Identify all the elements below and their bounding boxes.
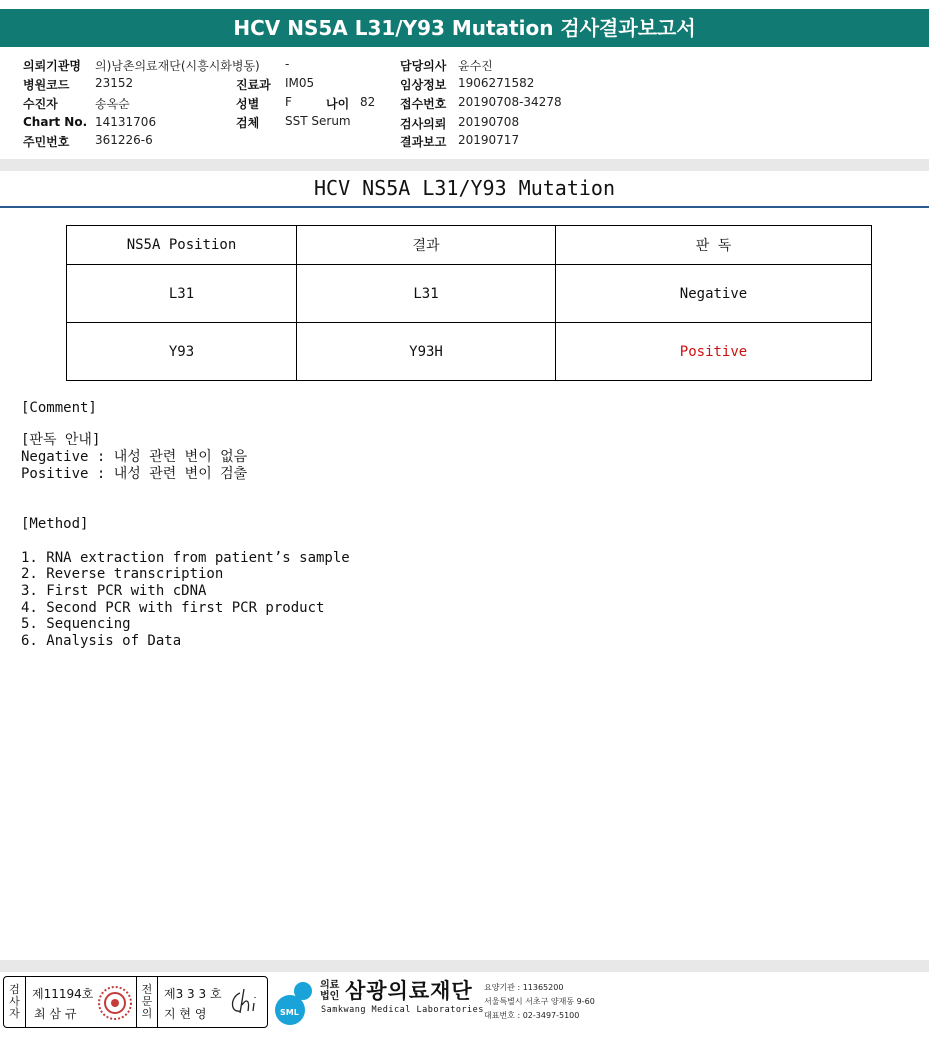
guide-negative: Negative : 내성 관련 변이 없음	[21, 449, 248, 465]
comment-label: [Comment]	[21, 400, 97, 416]
method-label: [Method]	[21, 516, 89, 532]
hospital-code-label: 병원코드	[23, 78, 70, 92]
org-code: 요양기관 : 11365200	[484, 983, 564, 992]
clinical-label: 임상정보	[400, 78, 447, 92]
org-english-name: Samkwang Medical Laboratories	[321, 1005, 484, 1015]
section-divider	[0, 159, 929, 171]
report-header-title: HCV NS5A L31/Y93 Mutation 검사결과보고서	[0, 9, 929, 47]
report-title: HCV NS5A L31/Y93 Mutation	[313, 176, 616, 200]
institution-label: 의뢰기관명	[23, 59, 81, 73]
method-step: 4. Second PCR with first PCR product	[21, 600, 325, 616]
patient-info	[0, 54, 929, 154]
rrn-value: 361226-6	[95, 133, 153, 147]
tester-seal-icon	[96, 984, 134, 1022]
specialist-name: 지 현 영	[164, 1007, 207, 1021]
chart-label: Chart No.	[23, 115, 88, 129]
row-position: Y93	[67, 323, 297, 381]
table-row	[67, 265, 872, 323]
header-result: 결과	[297, 226, 556, 265]
age-value: 82	[360, 95, 376, 109]
guide-label: [판독 안내]	[21, 432, 101, 448]
header-interpretation: 판 독	[556, 226, 872, 265]
tester-name: 최 삼 규	[34, 1007, 77, 1021]
request-label: 검사의뢰	[400, 117, 447, 131]
guide-positive: Positive : 내성 관련 변이 검출	[21, 466, 248, 482]
request-value: 20190708	[458, 115, 520, 129]
table-row	[67, 323, 872, 381]
tester-license: 제11194호	[32, 987, 94, 1001]
row-position: L31	[67, 265, 297, 323]
clinical-value: 1906271582	[458, 76, 535, 90]
dept-label: 진료과	[236, 78, 271, 92]
org-type: 의료 법인	[320, 980, 340, 1002]
rrn-label: 주민번호	[23, 135, 70, 149]
recipient-label: 수진자	[23, 97, 58, 111]
sex-value: F	[285, 95, 292, 109]
row-interpretation-positive: Positive	[556, 323, 872, 381]
specialist-license: 제3 3 3 호	[164, 987, 222, 1001]
sex-label: 성별	[236, 97, 260, 111]
row-interpretation: Negative	[556, 265, 872, 323]
dept-value: IM05	[285, 76, 315, 90]
header-position: NS5A Position	[67, 226, 297, 265]
org-address: 서울특별시 서초구 양재동 9-60	[484, 997, 595, 1006]
report-date-label: 결과보고	[400, 135, 447, 149]
age-label: 나이	[326, 97, 350, 111]
institution-dash: -	[285, 57, 290, 71]
method-step: 1. RNA extraction from patient’s sample	[21, 550, 350, 566]
footer-divider	[0, 960, 929, 972]
chart-value: 14131706	[95, 115, 157, 129]
tester-label: 검 사 자	[4, 977, 26, 1027]
hospital-code-value: 23152	[95, 76, 134, 90]
specialist-label: 전 문 의	[136, 977, 158, 1027]
signature-box	[3, 976, 268, 1028]
doctor-label: 담당의사	[400, 59, 447, 73]
method-step: 6. Analysis of Data	[21, 633, 182, 649]
method-step: 5. Sequencing	[21, 616, 131, 632]
org-phone: 대표번호 : 02-3497-5100	[484, 1011, 580, 1020]
receipt-value: 20190708-34278	[458, 95, 562, 109]
recipient-value: 송옥순	[95, 97, 130, 111]
sml-logo-icon	[272, 978, 320, 1026]
doctor-value: 윤수진	[458, 59, 493, 73]
specimen-label: 검체	[236, 116, 260, 130]
title-underline	[0, 206, 929, 208]
signature-icon	[226, 985, 264, 1019]
org-name: 삼광의료재단	[345, 979, 473, 1003]
method-step: 3. First PCR with cDNA	[21, 583, 207, 599]
row-result: L31	[297, 265, 556, 323]
svg-text:SML: SML	[280, 1008, 299, 1017]
table-header-row	[67, 226, 872, 265]
row-result: Y93H	[297, 323, 556, 381]
report-date-value: 20190717	[458, 133, 520, 147]
specimen-value: SST Serum	[285, 114, 351, 128]
method-step: 2. Reverse transcription	[21, 566, 224, 582]
results-table	[66, 225, 872, 381]
receipt-label: 접수번호	[400, 97, 447, 111]
institution-value: 의)남촌의료재단(시흥시화병동)	[95, 59, 260, 73]
